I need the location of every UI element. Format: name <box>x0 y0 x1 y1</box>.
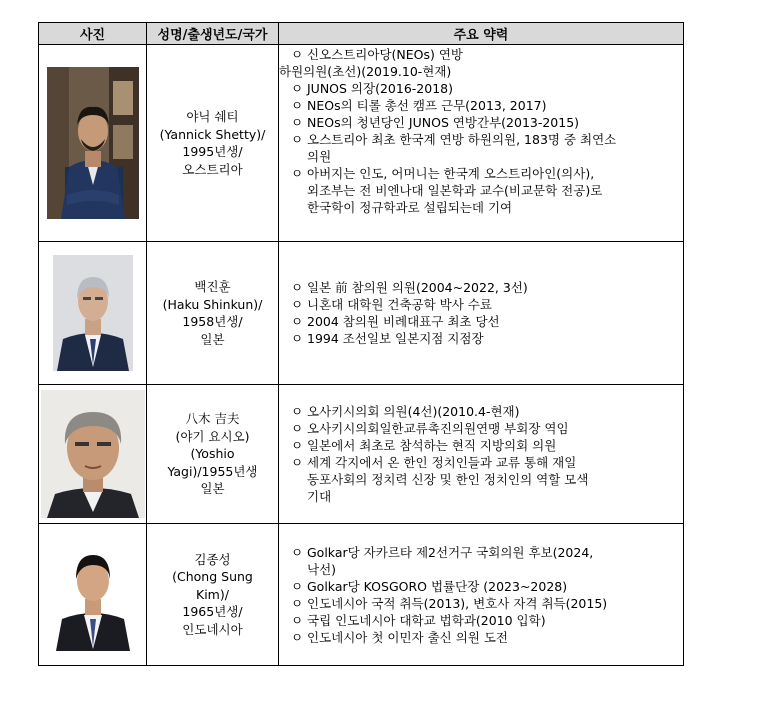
person-name: 백진훈 <box>194 279 231 294</box>
career-item: ㅇ 세계 각지에서 온 한인 정치인들과 교류 통해 재일 동포사회의 정치력 신장 및 한인 정치인의 역할 모색 기대 <box>283 454 679 505</box>
career-item: ㅇ 일본 前 참의원 의원(2004~2022, 3선) <box>283 279 679 296</box>
person-romanized-cont: Kim)/ <box>196 586 229 602</box>
table-header <box>39 23 683 45</box>
bullet-icon: ㅇ <box>291 629 304 645</box>
career-item: ㅇ 인도네시아 첫 이민자 출신 의원 도전 <box>283 629 679 646</box>
person-birth-year: 1958년생/ <box>182 314 243 329</box>
bullet-icon: ㅇ <box>291 314 304 329</box>
table-row <box>39 45 683 242</box>
header-name: 성명/출생년도/국가 <box>147 23 279 44</box>
career-cell <box>279 385 683 523</box>
person-birth-year: 1995년생/ <box>182 144 243 159</box>
career-item: ㅇ 니혼대 대학원 건축공학 박사 수료 <box>283 296 679 313</box>
person-country: 일본 <box>200 481 225 497</box>
bullet-icon: ㅇ <box>291 280 304 295</box>
person-birth-year: Yagi)/1955년생 <box>167 463 258 479</box>
bullet-icon: ㅇ <box>291 578 304 594</box>
profile-table <box>38 22 684 666</box>
person-country: 오스트리아 <box>182 161 243 177</box>
bullet-icon: ㅇ <box>291 98 304 113</box>
bullet-icon: ㅇ <box>291 404 304 419</box>
career-cell <box>279 45 683 241</box>
person-name: 야닉 쉐티 <box>186 109 239 124</box>
career-item: ㅇ Golkar당 자카르타 제2선거구 국회의원 후보(2024, 낙선) <box>283 544 679 578</box>
table-row <box>39 385 683 524</box>
career-item: ㅇ NEOs의 티롤 총선 캠프 근무(2013, 2017) <box>283 97 679 114</box>
bullet-icon: ㅇ <box>291 115 304 130</box>
bullet-icon: ㅇ <box>291 47 304 62</box>
career-item: ㅇ 오스트리아 최초 한국계 연방 하원의원, 183명 중 최연소 의원 <box>283 131 679 165</box>
person-romanized-en: (Yoshio <box>190 446 235 462</box>
header-photo: 사진 <box>39 23 147 44</box>
photo-cell <box>39 242 147 384</box>
portrait-photo <box>53 255 133 371</box>
career-item: ㅇ 국립 인도네시아 대학교 법학과(2010 입학) <box>283 612 679 629</box>
career-item: ㅇ 오사키시의회일한교류촉진의원연맹 부회장 역임 <box>283 420 679 437</box>
bullet-icon: ㅇ <box>291 455 304 470</box>
table-row <box>39 242 683 385</box>
photo-cell <box>39 385 147 523</box>
career-item: ㅇ 신오스트리아당(NEOs) 연방 <box>283 46 679 63</box>
person-romanized: (Chong Sung <box>172 569 253 585</box>
portrait-photo <box>41 390 145 518</box>
person-info <box>147 524 279 665</box>
bullet-icon: ㅇ <box>291 331 304 346</box>
career-cell <box>279 524 683 665</box>
person-name: 八木 吉夫 <box>185 411 240 427</box>
bullet-icon: ㅇ <box>291 297 304 312</box>
career-item-continuation: 하원의원(초선)(2019.10-현재) <box>279 64 452 79</box>
person-country: 일본 <box>200 331 225 347</box>
photo-cell <box>39 45 147 241</box>
career-item: ㅇ 오사키시의회 의원(4선)(2010.4-현재) <box>283 403 679 420</box>
bullet-icon: ㅇ <box>291 544 304 560</box>
person-romanized: (Haku Shinkun)/ <box>162 296 263 312</box>
career-item: ㅇ 일본에서 최초로 참석하는 현직 지방의회 의원 <box>283 437 679 454</box>
bullet-icon: ㅇ <box>291 421 304 436</box>
person-info <box>147 242 279 384</box>
person-info <box>147 385 279 523</box>
bullet-icon: ㅇ <box>291 166 304 181</box>
career-item: ㅇ 인도네시아 국적 취득(2013), 변호사 자격 취득(2015) <box>283 595 679 612</box>
person-info <box>147 45 279 241</box>
portrait-photo <box>54 539 132 651</box>
person-birth-year: 1965년생/ <box>182 604 243 620</box>
career-cell <box>279 242 683 384</box>
career-item: ㅇ NEOs의 청년당인 JUNOS 연방간부(2013-2015) <box>283 114 679 131</box>
bullet-icon: ㅇ <box>291 132 304 147</box>
person-country: 인도네시아 <box>182 621 243 637</box>
bullet-icon: ㅇ <box>291 438 304 453</box>
career-item: ㅇ 2004 참의원 비례대표구 최초 당선 <box>283 313 679 330</box>
person-romanized: (야기 요시오) <box>175 428 250 444</box>
person-romanized: (Yannick Shetty)/ <box>159 126 266 142</box>
bullet-icon: ㅇ <box>291 81 304 96</box>
bullet-icon: ㅇ <box>291 595 304 611</box>
header-career: 주요 약력 <box>453 28 509 43</box>
table-row <box>39 524 683 665</box>
career-item: ㅇ 아버지는 인도, 어머니는 한국계 오스트리아인(의사), 외조부는 전 비엔나대 일본학과 교수(비교문학 전공)로 한국학이 정규학과로 설립되는데 기여 <box>283 165 679 216</box>
photo-cell <box>39 524 147 665</box>
career-item: ㅇ JUNOS 의장(2016-2018) <box>283 80 679 97</box>
person-name: 김종성 <box>194 551 231 567</box>
career-item: ㅇ 1994 조선일보 일본지점 지점장 <box>283 330 679 347</box>
bullet-icon: ㅇ <box>291 612 304 628</box>
career-item: ㅇ Golkar당 KOSGORO 법률단장 (2023~2028) <box>283 578 679 595</box>
portrait-photo <box>47 67 139 219</box>
